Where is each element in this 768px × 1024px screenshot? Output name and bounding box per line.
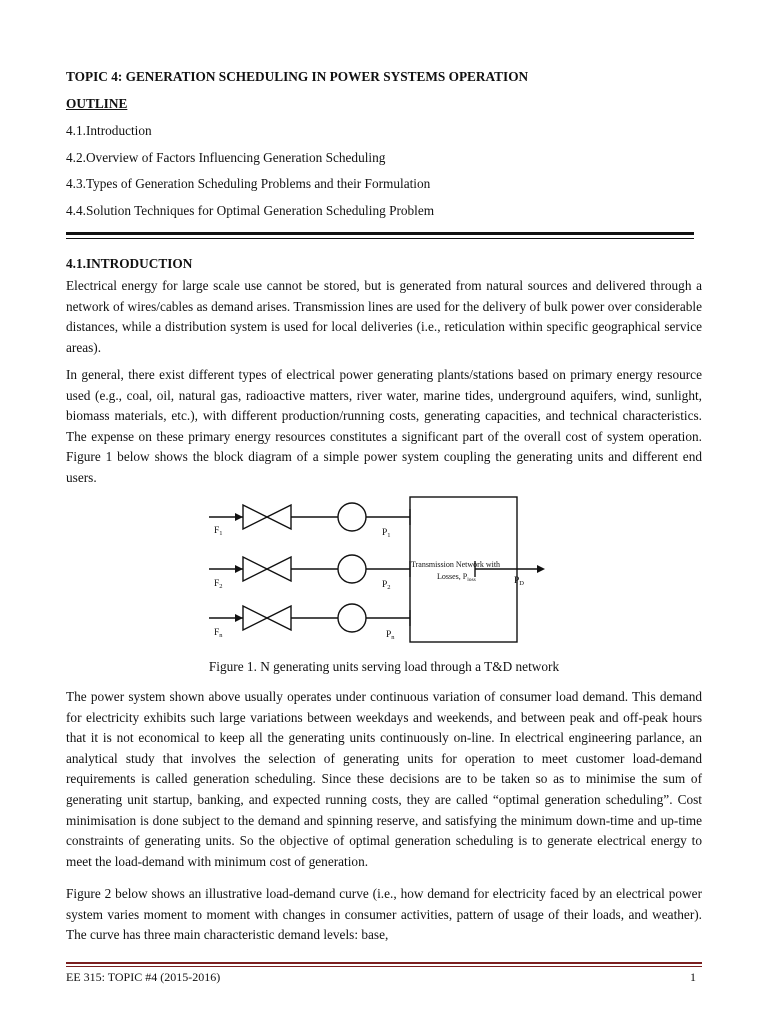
section-divider <box>66 232 694 235</box>
input-label-n: $F_n$ <box>214 628 223 639</box>
figure-caption: Figure 1. N generating units serving load through a T&D network <box>208 659 560 674</box>
load-label: $P_D$ <box>514 576 524 587</box>
outline-item: 4.2.Overview of Factors Influencing Generation Scheduling <box>66 150 386 165</box>
outline-heading: OUTLINE <box>66 96 128 111</box>
footer-rule <box>66 962 702 964</box>
paragraph-operation: The power system shown above usually operates under continuous variation of consumer load demand. This demand for electricity exhibits such large variations between weekdays and weekends, and between peak and off-peak hours that it is not economical to keep all the generating units continuously on-line. In electrical engineering parlance, an analytical study that involves the selection of generating units for operation to meet customer load-demand requirements is called generation scheduling. Since these decisions are to be taken so as to minimise the sum of generating unit startup, banking, and expected running costs, they are called “optimal generation scheduling”. Cost minimisation is done subject to the demand and spinning reserve, and satisfying the minimum down-time and up-time constraints of generating units. So the objective of optimal generation scheduling is to generate electrical energy to meet the load-demand with minimum cost of generation. <box>66 689 702 869</box>
outline-item: 4.3.Types of Generation Scheduling Problems and their Formulation <box>66 176 431 191</box>
input-label-1: $F_1$ <box>214 526 223 537</box>
footer-rule-thin <box>66 966 702 967</box>
output-label-2: $P_2$ <box>382 580 391 591</box>
paragraph-plants: In general, there exist different types of electrical power generating plants/stations based on primary energy resource used (e.g., coal, oil, natural gas, radioactive matters, river water, marine tides, underground aquifers, wind, sunlight, biomass materials, etc.), with different production/running costs, generating capacities, and technical characteristics. The expense on these primary energy resources constitutes a significant part of the overall cost of system operation. Figure 1 below shows the block diagram of a simple power system coupling the generating units and different end users. <box>66 367 702 485</box>
power-system-diagram <box>205 487 545 647</box>
page-number: 1 <box>690 970 696 984</box>
paragraph-intro: Electrical energy for large scale use cannot be stored, but is generated from natural sources and delivered through a network of wires/cables as demand arises. Transmission lines are used for the delivery of bulk power over considerable distances, while a distribution system is used for local deliveries (i.e., reticulation within specific geographical service areas). <box>66 278 702 355</box>
section-divider-thin <box>66 238 694 239</box>
outline-item: 4.4.Solution Techniques for Optimal Generation Scheduling Problem <box>66 203 435 218</box>
section-heading: 4.1.INTRODUCTION <box>66 256 193 271</box>
network-label-line1: Transmission Network with <box>411 560 501 569</box>
document-title: TOPIC 4: GENERATION SCHEDULING IN POWER SYSTEMS OPERATION <box>66 69 529 84</box>
input-label-2: $F_2$ <box>214 579 223 590</box>
output-label-n: $P_n$ <box>386 630 395 641</box>
outline-item: 4.1.Introduction <box>66 123 152 138</box>
network-label-line2: Losses, $P_{loss}$ <box>437 572 476 583</box>
footer-course-label: EE 315: TOPIC #4 (2015-2016) <box>66 970 221 984</box>
paragraph-load-curve: Figure 2 below shows an illustrative load-demand curve (i.e., how demand for electricity faced by an electrical power system varies moment to moment with changes in consumer activities, pattern of usage of their loads, and weather). The curve has three main characteristic demand levels: base, <box>66 886 702 943</box>
output-label-1: $P_1$ <box>382 528 391 539</box>
